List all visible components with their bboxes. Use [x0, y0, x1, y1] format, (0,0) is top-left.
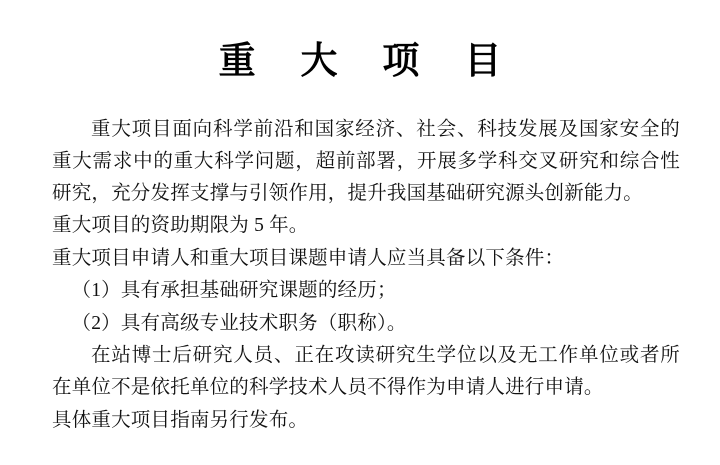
paragraph-ineligible-applicants: 在站博士后研究人员、正在攻读研究生学位以及无工作单位或者所在单位不是依托单位的科学技术人员不得作为申请人进行申请。	[52, 345, 680, 399]
paragraph-applicant-conditions-intro: 重大项目申请人和重大项目课题申请人应当具备以下条件：	[52, 247, 565, 269]
list-item-condition-2: （2）具有高级专业技术职务（职称）。	[71, 312, 407, 334]
paragraph-funding-period: 重大项目的资助期限为 5 年。	[52, 215, 309, 237]
paragraph-overview: 重大项目面向科学前沿和国家经济、社会、科技发展及国家安全的重大需求中的重大科学问题，超前部署，开展多学科交叉研究和综合性研究，充分发挥支撑与引领作用，提升我国基础研究源头创新能力。	[52, 119, 680, 204]
document-body	[0, 114, 720, 436]
paragraph-guide-notice: 具体重大项目指南另行发布。	[52, 409, 309, 431]
page-title: 重 大 项 目	[218, 38, 518, 82]
list-item-condition-1: （1）具有承担基础研究课题的经历；	[71, 280, 397, 302]
